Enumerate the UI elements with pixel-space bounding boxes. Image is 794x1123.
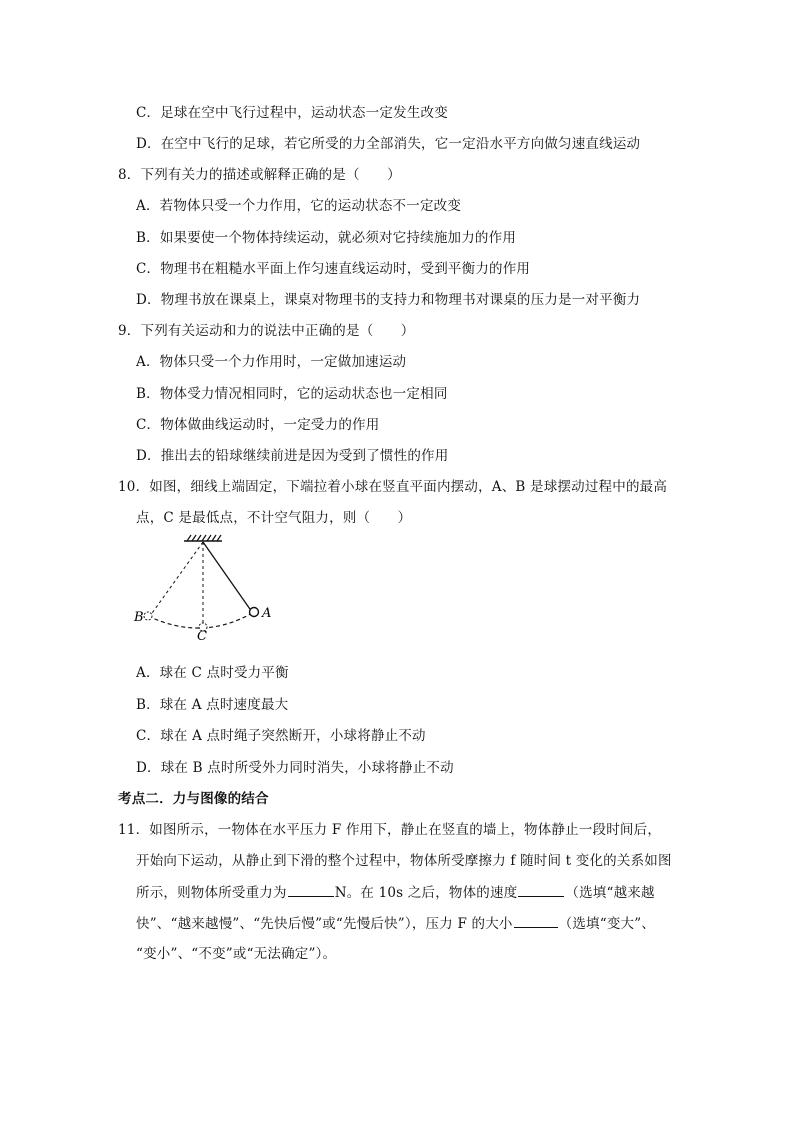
option-8prev-d: D．在空中飞行的足球，若它所受的力全部消失，它一定沿水平方向做匀速直线运动 (136, 136, 641, 152)
question-10-option-d: D．球在 B 点时所受外力同时消失，小球将静止不动 (136, 760, 454, 776)
question-11-line-4 (136, 913, 655, 934)
question-10-option-b: B．球在 A 点时速度最大 (136, 697, 289, 713)
question-10-cont: 点，C 是最低点，不计空气阻力，则（ ） (136, 510, 412, 526)
q11-text-c: （选填“越来越 (565, 885, 655, 901)
question-10: 10．如图，细线上端固定，下端拉着小球在竖直平面内摆动，A、B 是球摆动过程中的最高 (118, 479, 668, 495)
label-a: A (262, 606, 272, 621)
question-9-option-a: A．物体只受一个力作用时，一定做加速运动 (136, 354, 407, 370)
answer-blank-gravity[interactable] (288, 882, 334, 897)
question-11: 11．如图所示，一物体在水平压力 F 作用下，静止在竖直的墙上，物体静止一段时间后， (118, 822, 662, 838)
string-to-a (203, 542, 252, 612)
ceiling-support (184, 535, 222, 541)
label-b: B (134, 610, 144, 625)
question-9-option-c: C．物体做曲线运动时，一定受力的作用 (136, 417, 380, 433)
pendulum-figure (128, 532, 278, 642)
q11-text-d: 快”、“越来越慢”、“先快后慢”或“先慢后快”），压力 F 的大小 (136, 916, 513, 932)
question-8-option-a: A．若物体只受一个力作用，它的运动状态不一定改变 (136, 198, 462, 214)
question-8-option-d: D．物理书放在课桌上，课桌对物理书的支持力和物理书对课桌的压力是一对平衡力 (136, 292, 641, 308)
question-9-option-b: B．物体受力情况相同时，它的运动状态也一定相同 (136, 386, 448, 402)
question-9: 9．下列有关运动和力的说法中正确的是（ ） (118, 323, 415, 339)
question-11-line-5: “变小”、“不变”或“无法确定”）。 (136, 946, 337, 962)
question-8: 8．下列有关力的描述或解释正确的是（ ） (118, 167, 401, 183)
answer-blank-speed[interactable] (518, 882, 564, 897)
ball-at-b (144, 612, 152, 620)
string-to-b (150, 542, 203, 616)
q11-text-a: 所示，则物体所受重力为 (136, 885, 287, 901)
q11-text-e: （选填“变大”、 (558, 916, 656, 932)
question-11-line-2: 开始向下运动，从静止到下滑的整个过程中，物体所受摩擦力 f 随时间 t 变化的关系如图 (136, 853, 672, 869)
ball-at-a (250, 608, 259, 617)
question-11-line-3 (136, 882, 655, 903)
question-10-option-a: A．球在 C 点时受力平衡 (136, 665, 289, 681)
question-8-option-c: C．物理书在粗糙水平面上作匀速直线运动时，受到平衡力的作用 (136, 261, 531, 277)
answer-blank-pressure[interactable] (514, 913, 558, 928)
question-10-option-c: C．球在 A 点时绳子突然断开，小球将静止不动 (136, 728, 426, 744)
q11-text-b: N。在 10s 之后，物体的速度 (334, 885, 518, 901)
question-9-option-d: D．推出去的铅球继续前进是因为受到了惯性的作用 (136, 448, 449, 464)
label-c: C (197, 629, 207, 642)
option-8prev-c: C．足球在空中飞行过程中，运动状态一定发生改变 (136, 105, 448, 121)
section-heading: 考点二．力与图像的结合 (118, 791, 269, 807)
question-8-option-b: B．如果要使一个物体持续运动，就必须对它持续施加力的作用 (136, 230, 517, 246)
